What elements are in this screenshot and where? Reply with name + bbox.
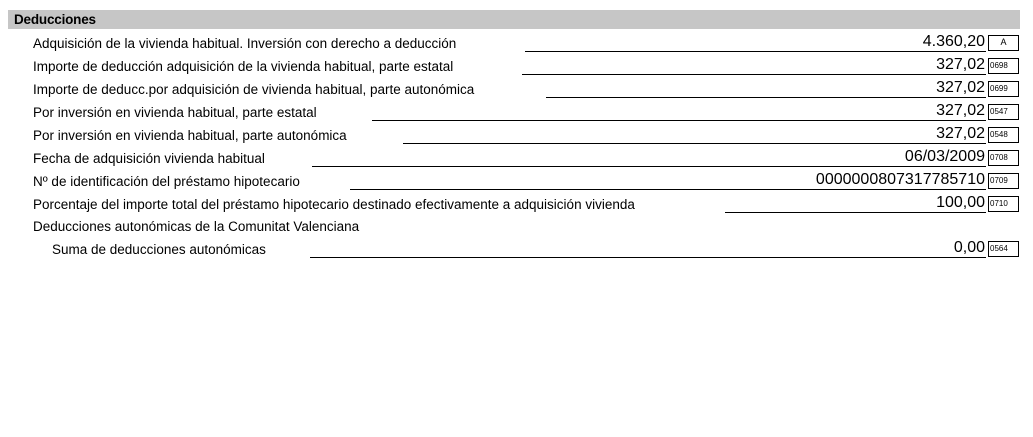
row-underline <box>310 257 986 258</box>
sum-label: Suma de deducciones autonómicas <box>52 242 266 257</box>
row-label: Por inversión en vivienda habitual, parte autonómica <box>33 128 347 143</box>
field-code-box: 0699 <box>988 81 1019 97</box>
row-value: 100,00 <box>936 194 985 211</box>
subsection-heading-row <box>0 215 1033 237</box>
row-label: Importe de deducc.por adquisición de vivienda habitual, parte autonómica <box>33 82 475 97</box>
row-value: 4.360,20 <box>922 33 985 50</box>
deduction-row-regional-part <box>0 78 1033 100</box>
subsection-title: Deducciones autonómicas de la Comunitat Valenciana <box>33 219 360 234</box>
field-code-box: 0548 <box>988 127 1019 143</box>
field-code-box: 0709 <box>988 173 1019 189</box>
field-code-box: 0547 <box>988 104 1019 120</box>
row-label: Por inversión en vivienda habitual, parte estatal <box>33 105 317 120</box>
field-code-box: 0698 <box>988 58 1019 74</box>
row-underline <box>312 166 986 167</box>
row-value: 327,02 <box>936 56 985 73</box>
section-header <box>8 10 1020 29</box>
row-underline <box>546 97 986 98</box>
row-underline <box>372 120 986 121</box>
section-title: Deducciones <box>14 12 96 27</box>
row-value: 327,02 <box>936 79 985 96</box>
deduction-row-mortgage-percentage <box>0 193 1033 215</box>
row-underline <box>522 74 986 75</box>
field-code-box: 0710 <box>988 196 1019 212</box>
field-code-box: A <box>988 35 1019 51</box>
row-value: 0000000807317785710 <box>815 171 985 188</box>
row-label: Importe de deducción adquisición de la vivienda habitual, parte estatal <box>33 59 454 74</box>
row-label: Adquisición de la vivienda habitual. Inversión con derecho a deducción <box>33 36 457 51</box>
row-value: 06/03/2009 <box>904 148 985 165</box>
field-code-box: 0564 <box>988 241 1019 257</box>
row-label: Fecha de adquisición vivienda habitual <box>33 151 265 166</box>
row-label: Nº de identificación del préstamo hipotecario <box>33 174 300 189</box>
sum-value: 0,00 <box>953 239 985 256</box>
regional-deductions-sum-row <box>0 238 1033 260</box>
field-code-box: 0708 <box>988 150 1019 166</box>
deduction-row-investment-regional <box>0 124 1033 146</box>
deduction-row-mortgage-id <box>0 170 1033 192</box>
deduction-row-investment <box>0 32 1033 54</box>
row-underline <box>525 51 986 52</box>
row-underline <box>350 189 986 190</box>
deduction-row-investment-state <box>0 101 1033 123</box>
row-label: Porcentaje del importe total del préstamo hipotecario destinado efectivamente a adquisición vivienda <box>33 197 635 212</box>
deduction-row-acquisition-date <box>0 147 1033 169</box>
row-value: 327,02 <box>936 125 985 142</box>
row-underline <box>725 212 986 213</box>
row-underline <box>403 143 986 144</box>
deduction-row-state-part <box>0 55 1033 77</box>
row-value: 327,02 <box>936 102 985 119</box>
